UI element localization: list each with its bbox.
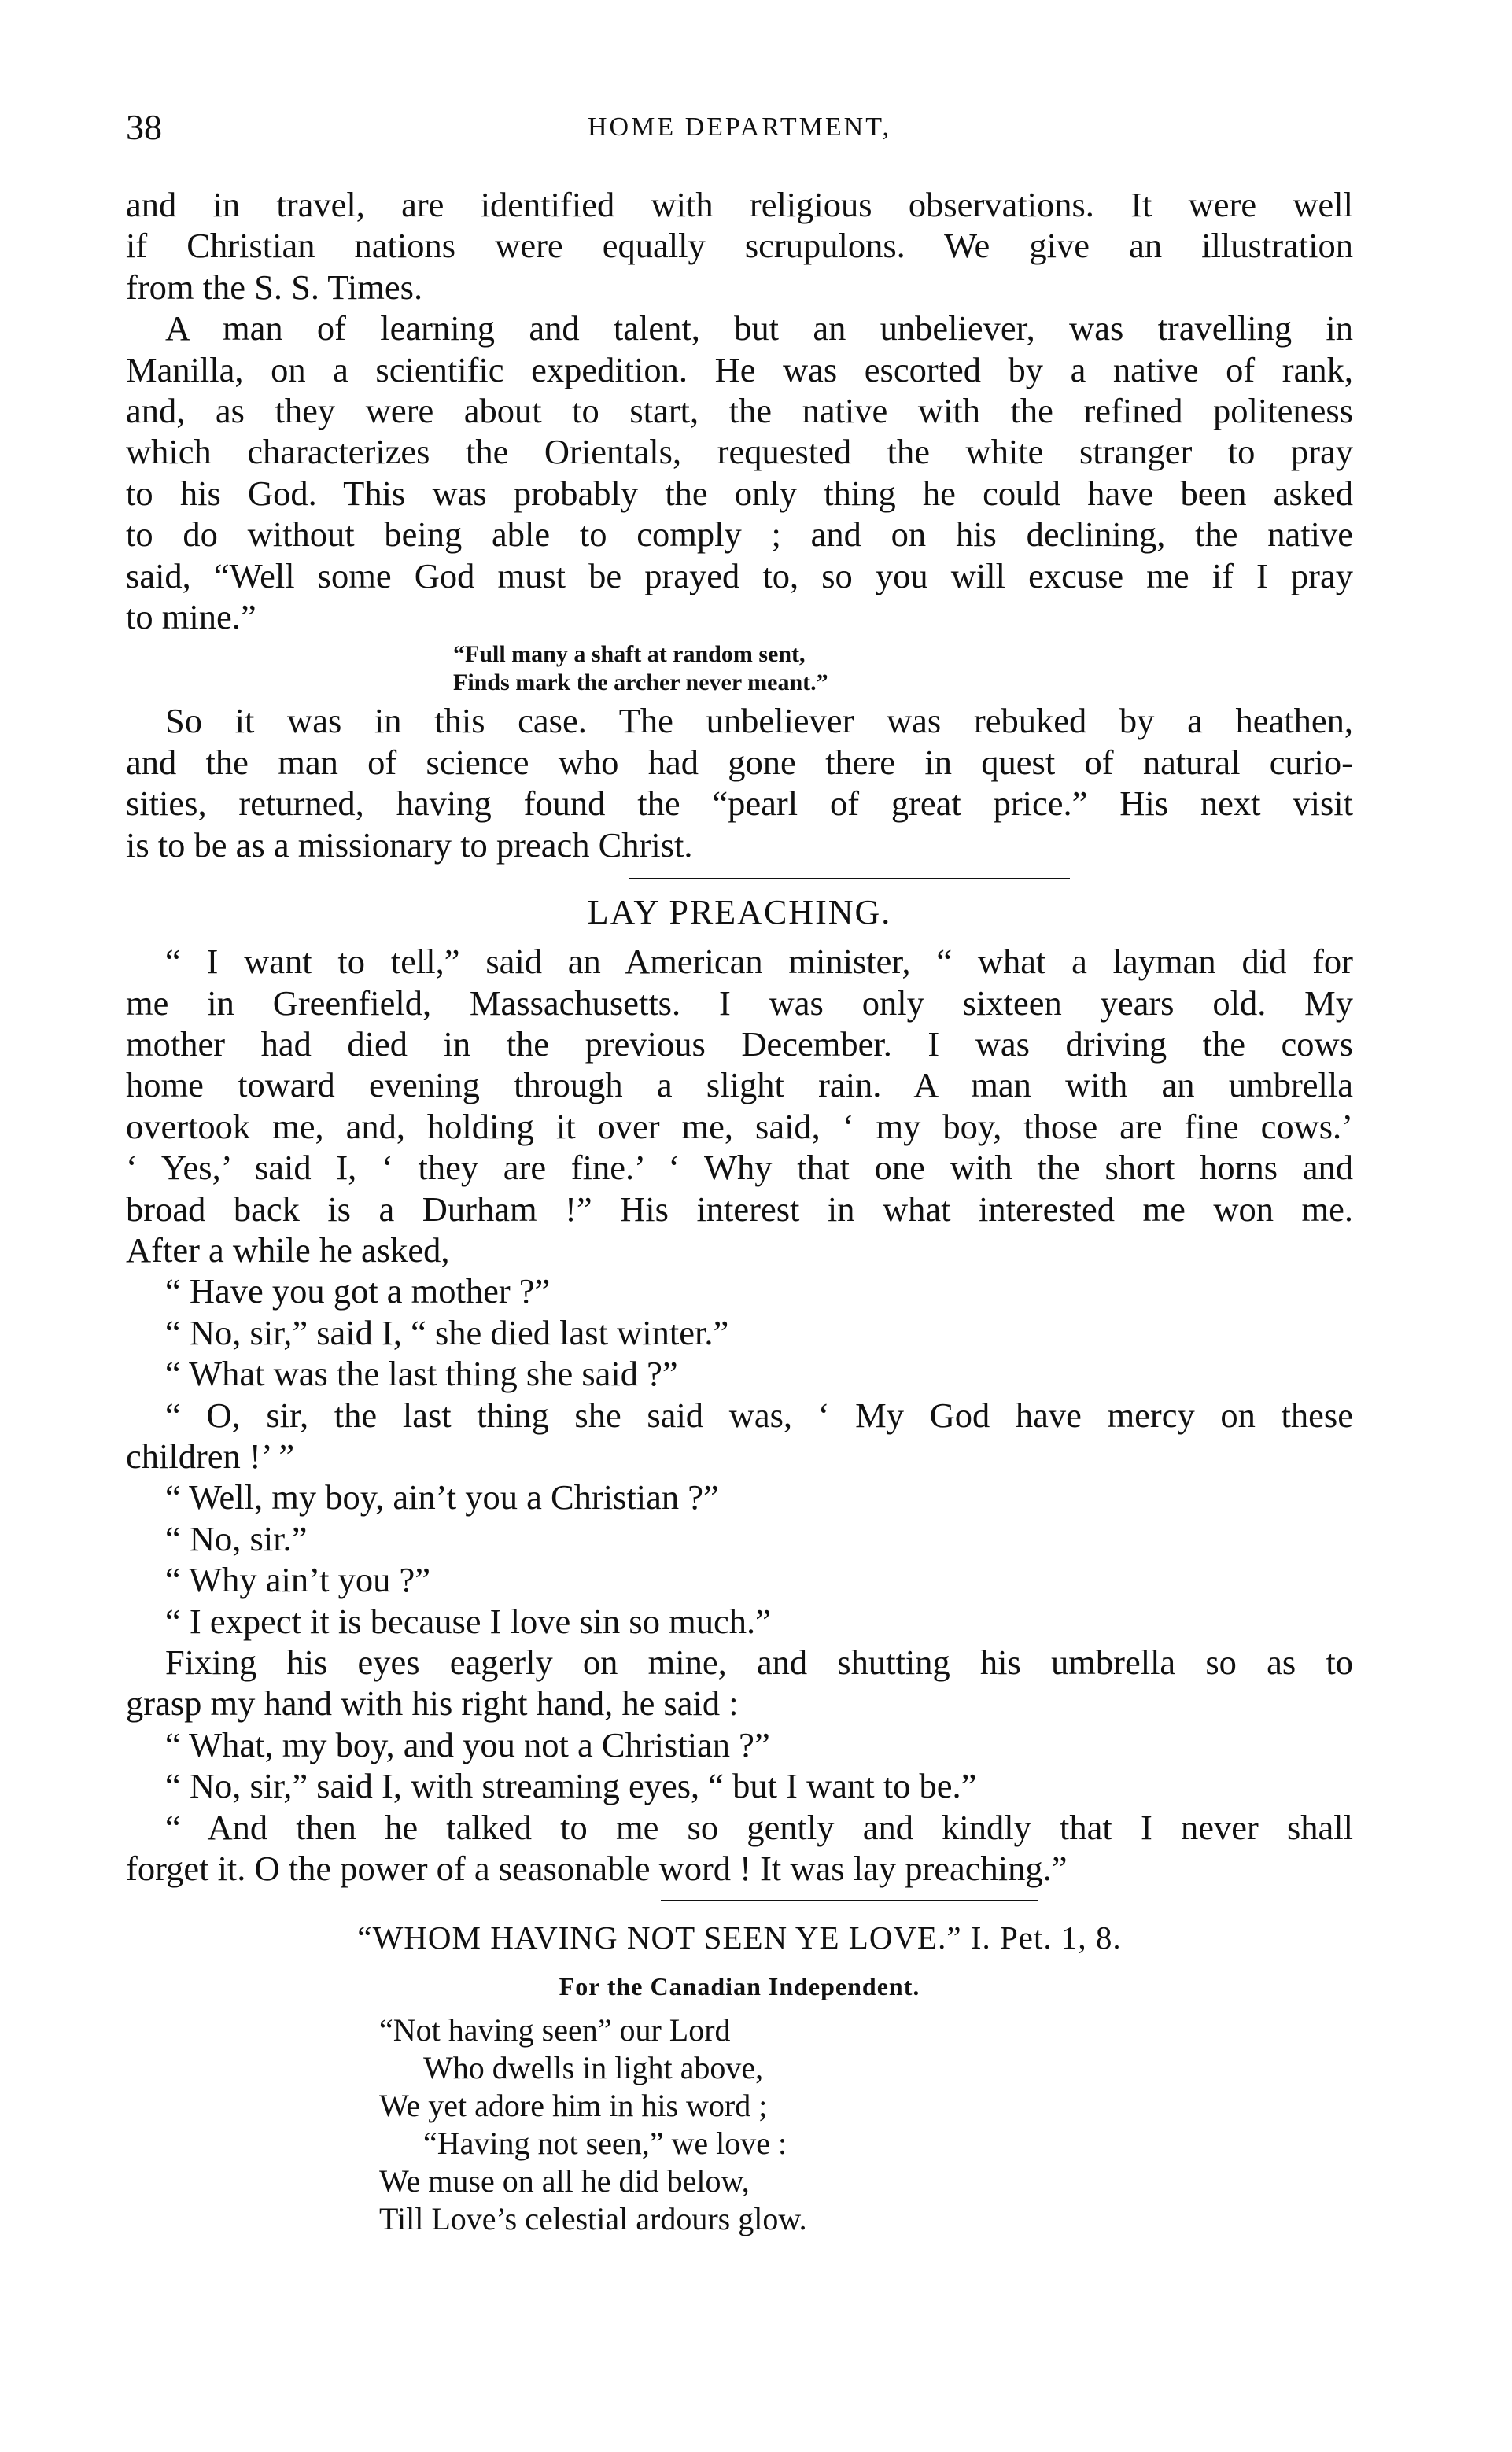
text-line: grasp my hand with his right hand, he said :	[126, 1683, 739, 1724]
text-line: ‘ Yes,’ said I, ‘ they are fine.’ ‘ Why that one with the short horns and	[126, 1148, 1353, 1188]
quoted-verse	[453, 640, 1353, 697]
text-line: “ And then he talked to me so gently and kindly that I never shall	[165, 1807, 1353, 1847]
text-line: is to be as a missionary to preach Christ.	[126, 824, 693, 865]
text-line: and the man of science who had gone there in quest of natural curio-	[126, 742, 1353, 782]
text-line: “ No, sir.”	[165, 1518, 308, 1558]
text-line: children !’ ”	[126, 1436, 295, 1476]
text-line: “ Well, my boy, ain’t you a Christian ?”	[165, 1477, 719, 1517]
text-line: Manilla, on a scientific expedition. He was escorted by a native of rank,	[126, 349, 1353, 389]
verse-line: Finds mark the archer never meant.”	[453, 669, 828, 696]
text-line: “ No, sir,” said I, with streaming eyes, “ but I want to be.”	[165, 1766, 977, 1806]
poem-line: Till Love’s celestial ardours glow.	[379, 2201, 807, 2237]
text-line: said, “Well some God must be prayed to, so you will excuse me if I pray	[126, 555, 1353, 595]
poem-line: We yet adore him in his word ;	[379, 2088, 768, 2124]
text-line: which characterizes the Orientals, requested the white stranger to pray	[126, 432, 1353, 472]
text-line: “ What, my boy, and you not a Christian ?”	[165, 1724, 770, 1764]
text-line: from the S. S. Times.	[126, 267, 423, 307]
text-line: “ I expect it is because I love sin so much.”	[165, 1601, 771, 1641]
running-title: HOME DEPARTMENT,	[588, 112, 891, 142]
text-line: to his God. This was probably the only thing he could have been asked	[126, 473, 1353, 513]
text-line: overtook me, and, holding it over me, said, ‘ my boy, those are fine cows.’	[126, 1106, 1353, 1146]
text-line: “ Have you got a mother ?”	[165, 1271, 551, 1311]
section-divider	[629, 878, 1070, 879]
text-line: “ What was the last thing she said ?”	[165, 1354, 678, 1394]
text-line: me in Greenfield, Massachusetts. I was only sixteen years old. My	[126, 983, 1353, 1023]
poem-title: “WHOM HAVING NOT SEEN YE LOVE.” I. Pet. 1, 8.	[357, 1919, 1122, 1956]
text-line: “ I want to tell,” said an American minister, “ what a layman did for	[165, 942, 1353, 982]
poem-subtitle: For the Canadian Independent.	[559, 1972, 920, 2001]
text-line: sities, returned, having found the “pearl of great price.” His next visit	[126, 784, 1353, 824]
poem-line: “Not having seen” our Lord	[379, 2012, 731, 2048]
text-line: to mine.”	[126, 597, 256, 637]
text-line: to do without being able to comply ; and on his declining, the native	[126, 514, 1353, 555]
poem	[379, 2011, 1353, 2238]
text-line: forget it. O the power of a seasonable word ! It was lay preaching.”	[126, 1849, 1068, 1889]
text-line: “ Why ain’t you ?”	[165, 1560, 430, 1600]
text-line: and, as they were about to start, the native with the refined politeness	[126, 391, 1353, 431]
poem-line: We muse on all he did below,	[379, 2163, 750, 2199]
text-line: After a while he asked,	[126, 1230, 450, 1270]
verse-line: “Full many a shaft at random sent,	[453, 641, 806, 668]
page-number: 38	[126, 107, 162, 147]
text-line: Fixing his eyes eagerly on mine, and shutting his umbrella so as to	[165, 1643, 1353, 1682]
text-line: A man of learning and talent, but an unbeliever, was travelling in	[165, 308, 1353, 348]
text-line: “ No, sir,” said I, “ she died last winter.”	[165, 1312, 729, 1352]
page-header	[126, 104, 1353, 151]
section-title: LAY PREACHING.	[587, 893, 892, 932]
poem-line: Who dwells in light above,	[423, 2050, 764, 2086]
section-divider	[661, 1900, 1038, 1901]
text-line: home toward evening through a slight rain. A man with an umbrella	[126, 1065, 1353, 1105]
text-line: mother had died in the previous December. I was driving the cows	[126, 1023, 1353, 1064]
poem-line: “Having not seen,” we love :	[423, 2126, 787, 2162]
text-line: So it was in this case. The unbeliever was rebuked by a heathen,	[165, 701, 1353, 741]
text-line: broad back is a Durham !” His interest in what interested me won me.	[126, 1189, 1353, 1229]
text-column	[126, 184, 1353, 2238]
text-line: and in travel, are identified with religious observations. It were well	[126, 185, 1353, 224]
text-line: “ O, sir, the last thing she said was, ‘ My God have mercy on these	[165, 1395, 1353, 1435]
text-line: if Christian nations were equally scrupulons. We give an illustration	[126, 226, 1353, 266]
